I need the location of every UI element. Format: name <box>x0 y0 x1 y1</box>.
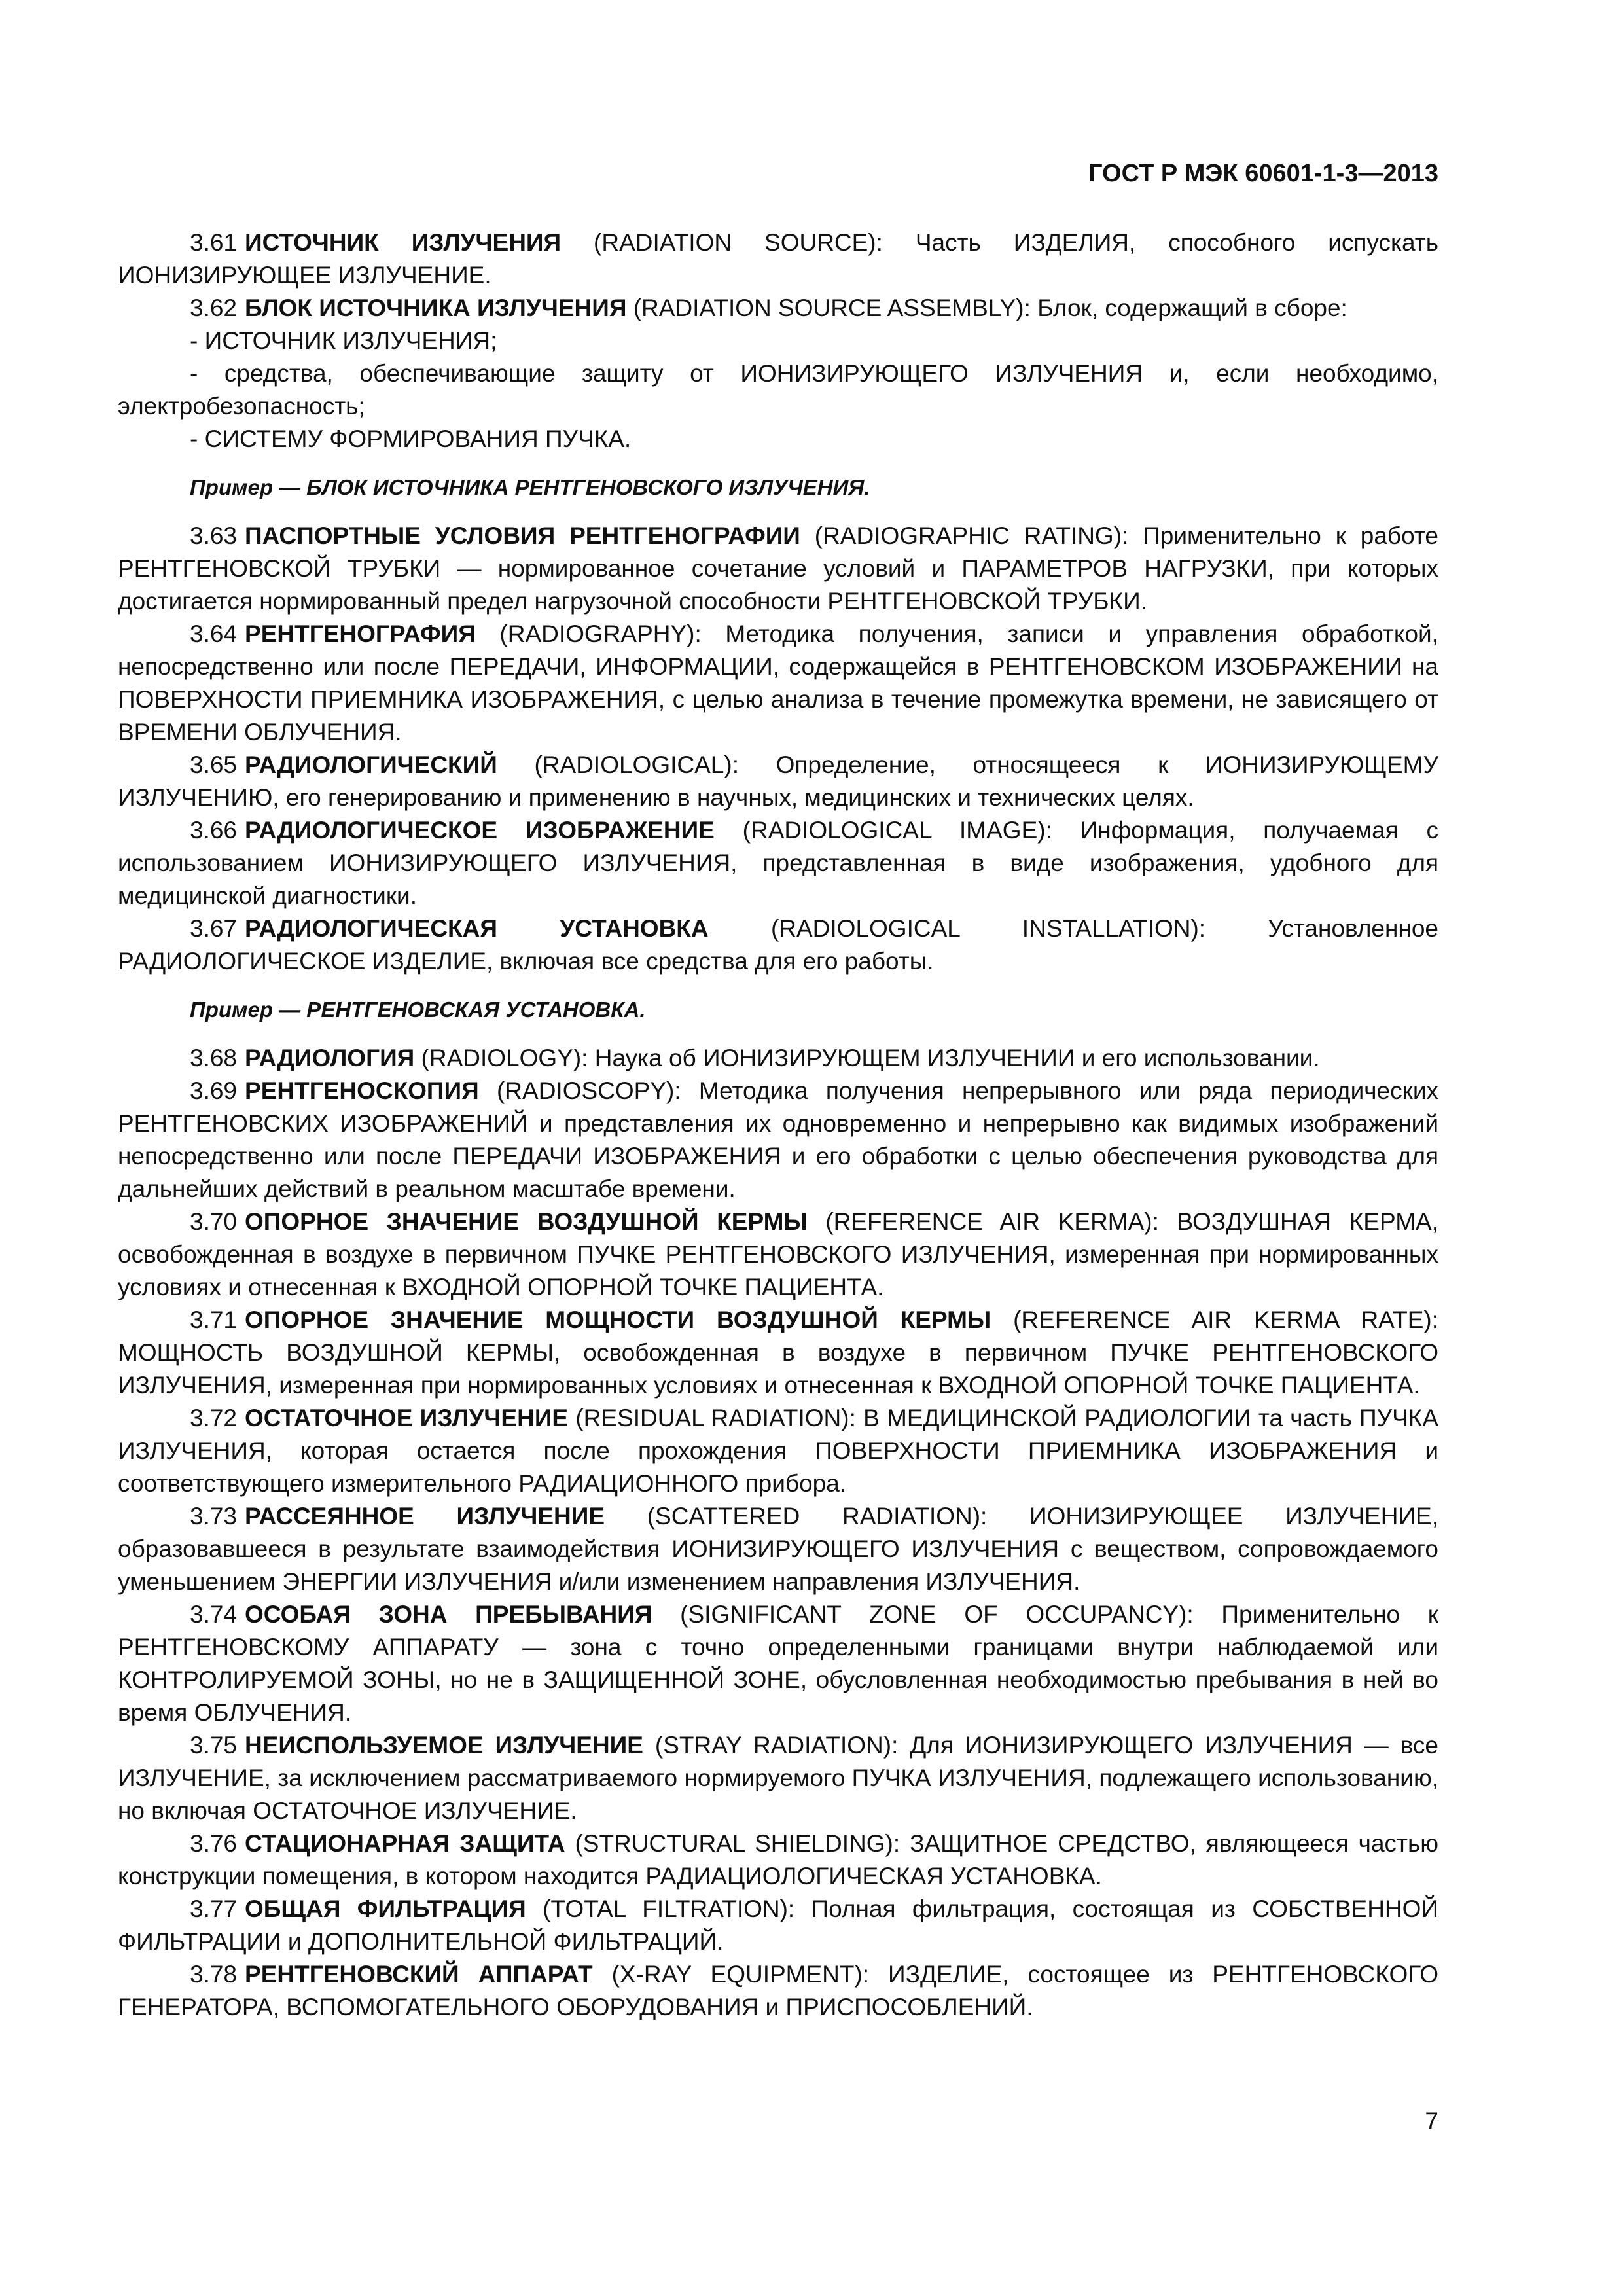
definition-term: ОБЩАЯ ФИЛЬТРАЦИЯ <box>245 1895 526 1922</box>
definition-text: (X-RAY EQUIPMENT): ИЗДЕЛИЕ, состоящее из РЕНТГЕНОВСКОГО ГЕНЕРАТОРА, ВСПОМОГАТЕЛЬНОГО ОБОРУДОВАНИЯ и ПРИСПОСОБЛЕНИЙ. <box>118 1961 1439 2020</box>
definition-3-69 <box>118 1075 1438 1206</box>
definition-number: 3.69 <box>190 1077 238 1104</box>
definition-term: СТАЦИОНАРНАЯ ЗАЩИТА <box>245 1830 565 1857</box>
definition-3-61 <box>118 226 1438 292</box>
definition-text: (RADIATION SOURCE): Часть ИЗДЕЛИЯ, способного испускать ИОНИЗИРУЮЩЕЕ ИЗЛУЧЕНИЕ. <box>118 229 1438 289</box>
definition-term: РАДИОЛОГИЧЕСКАЯ УСТАНОВКА <box>245 915 709 942</box>
definition-number: 3.63 <box>190 522 238 549</box>
definition-3-63 <box>118 520 1438 618</box>
definition-text: (RADIOLOGICAL): Определение, относящееся к ИОНИЗИРУЮЩЕМУ ИЗЛУЧЕНИЮ, его генерированию и применению в научных, медицинских и технических целях. <box>118 751 1439 811</box>
definition-term: ОСОБАЯ ЗОНА ПРЕБЫВАНИЯ <box>245 1601 652 1628</box>
definition-text: (STRUCTURAL SHIELDING): ЗАЩИТНОЕ СРЕДСТВО, являющееся частью конструкции помещения, в котором находится РАДИАЦИОЛОГИЧЕСКАЯ УСТАНОВКА. <box>118 1830 1439 1890</box>
definition-3-71 <box>118 1304 1438 1402</box>
definition-number: 3.68 <box>190 1045 238 1071</box>
definition-number: 3.61 <box>190 229 238 256</box>
definition-3-74 <box>118 1598 1438 1729</box>
list-item: - СИСТЕМУ ФОРМИРОВАНИЯ ПУЧКА. <box>190 425 632 452</box>
definition-text: (RADIOGRAPHIC RATING): Применительно к работе РЕНТГЕНОВСКОЙ ТРУБКИ — нормированное сочетание условий и ПАРАМЕТРОВ НАГРУЗКИ, при которых достигается нормированный предел нагрузочной способности РЕНТГЕНОВСКОЙ ТРУБКИ. <box>118 522 1438 615</box>
definition-3-64 <box>118 618 1438 749</box>
definition-term: ПАСПОРТНЫЕ УСЛОВИЯ РЕНТГЕНОГРАФИИ <box>245 522 800 549</box>
definition-number: 3.70 <box>190 1208 238 1235</box>
definition-text: (RADIOLOGY): Наука об ИОНИЗИРУЮЩЕМ ИЗЛУЧЕНИИ и его использовании. <box>421 1045 1320 1071</box>
definition-number: 3.66 <box>190 817 238 844</box>
page-number: 7 <box>1425 2108 1438 2134</box>
definition-number: 3.73 <box>190 1503 238 1530</box>
definition-3-66 <box>118 814 1438 912</box>
definitions-body <box>118 226 1438 2024</box>
definition-3-67 <box>118 912 1438 978</box>
definition-number: 3.76 <box>190 1830 238 1857</box>
definition-number: 3.67 <box>190 915 238 942</box>
definition-text: (SCATTERED RADIATION): ИОНИЗИРУЮЩЕЕ ИЗЛУЧЕНИЕ, образовавшееся в результате взаимодействия ИОНИЗИРУЮЩЕГО ИЗЛУЧЕНИЯ с веществом, сопровождаемого уменьшением ЭНЕРГИИ ИЗЛУЧЕНИЯ и/или изменением направления ИЗЛУЧЕНИЯ. <box>118 1503 1439 1595</box>
definition-3-75 <box>118 1729 1438 1827</box>
definition-term: ИСТОЧНИК ИЗЛУЧЕНИЯ <box>245 229 562 256</box>
definition-term: РЕНТГЕНОСКОПИЯ <box>245 1077 479 1104</box>
definition-term: НЕИСПОЛЬЗУЕМОЕ ИЗЛУЧЕНИЕ <box>245 1732 643 1759</box>
definition-3-78 <box>118 1958 1438 2024</box>
definition-3-65 <box>118 749 1438 814</box>
definition-number: 3.65 <box>190 751 238 778</box>
definition-text: (TOTAL FILTRATION): Полная фильтрация, состоящая из СОБСТВЕННОЙ ФИЛЬТРАЦИИ и ДОПОЛНИТЕЛЬНОЙ ФИЛЬТРАЦИЙ. <box>118 1895 1439 1955</box>
example-note: Пример — БЛОК ИСТОЧНИКА РЕНТГЕНОВСКОГО ИЗЛУЧЕНИЯ. <box>190 475 870 499</box>
definition-term: РАССЕЯННОЕ ИЗЛУЧЕНИЕ <box>245 1503 605 1530</box>
definition-number: 3.77 <box>190 1895 238 1922</box>
definition-3-72 <box>118 1402 1438 1500</box>
definition-3-68 <box>118 1042 1438 1075</box>
definition-text: (RESIDUAL RADIATION): В МЕДИЦИНСКОЙ РАДИОЛОГИИ та часть ПУЧКА ИЗЛУЧЕНИЯ, которая остается после прохождения ПОВЕРХНОСТИ ПРИЕМНИКА ИЗОБРАЖЕНИЯ и соответствующего измерительного РАДИАЦИОННОГО прибора. <box>118 1405 1439 1497</box>
definition-number: 3.71 <box>190 1306 238 1333</box>
definition-term: РАДИОЛОГИЧЕСКОЕ ИЗОБРАЖЕНИЕ <box>245 817 715 844</box>
document-code-header: ГОСТ Р МЭК 60601-1-3—2013 <box>1088 160 1438 187</box>
definition-text: (RADIATION SOURCE ASSEMBLY): Блок, содержащий в сборе: <box>633 295 1347 321</box>
definition-term: РАДИОЛОГИЯ <box>245 1045 415 1071</box>
definition-number: 3.74 <box>190 1601 238 1628</box>
definition-text: (RADIOLOGICAL IMAGE): Информация, получаемая с использованием ИОНИЗИРУЮЩЕГО ИЗЛУЧЕНИЯ, представленная в виде изображения, удобного для медицинской диагностики. <box>118 817 1439 909</box>
definition-text: (STRAY RADIATION): Для ИОНИЗИРУЮЩЕГО ИЗЛУЧЕНИЯ — все ИЗЛУЧЕНИЕ, за исключением рассматриваемого нормируемого ПУЧКА ИЗЛУЧЕНИЯ, подлежащего использованию, но включая ОСТАТОЧНОЕ ИЗЛУЧЕНИЕ. <box>118 1732 1439 1824</box>
definition-number: 3.75 <box>190 1732 238 1759</box>
definition-number: 3.72 <box>190 1405 238 1431</box>
definition-3-76 <box>118 1827 1438 1893</box>
definition-term: ОПОРНОЕ ЗНАЧЕНИЕ ВОЗДУШНОЙ КЕРМЫ <box>245 1208 808 1235</box>
definition-term: РЕНТГЕНОВСКИЙ АППАРАТ <box>245 1961 593 1988</box>
definition-number: 3.64 <box>190 620 238 647</box>
definition-3-62 <box>118 292 1438 325</box>
definition-text: (RADIOLOGICAL INSTALLATION): Установленное РАДИОЛОГИЧЕСКОЕ ИЗДЕЛИЕ, включая все средства для его работы. <box>118 915 1439 975</box>
definition-text: (RADIOSCOPY): Методика получения непрерывного или ряда периодических РЕНТГЕНОВСКИХ ИЗОБРАЖЕНИЙ и представления их одновременно и непрерывно как видимых изображений непосредственно или после ПЕРЕДАЧИ ИЗОБРАЖЕНИЯ и его обработки с целью обеспечения руководства для дальнейших действий в реальном масштабе времени. <box>118 1077 1438 1202</box>
definition-3-77 <box>118 1893 1438 1958</box>
definition-term: БЛОК ИСТОЧНИКА ИЗЛУЧЕНИЯ <box>245 295 627 321</box>
definition-number: 3.78 <box>190 1961 238 1988</box>
definition-3-70 <box>118 1206 1438 1304</box>
definition-number: 3.62 <box>190 295 238 321</box>
definition-term: РЕНТГЕНОГРАФИЯ <box>245 620 476 647</box>
list-item: - средства, обеспечивающие защиту от ИОНИЗИРУЮЩЕГО ИЗЛУЧЕНИЯ и, если необходимо, электробезопасность; <box>118 360 1438 420</box>
definition-term: ОПОРНОЕ ЗНАЧЕНИЕ МОЩНОСТИ ВОЗДУШНОЙ КЕРМЫ <box>245 1306 991 1333</box>
definition-term: ОСТАТОЧНОЕ ИЗЛУЧЕНИЕ <box>245 1405 569 1431</box>
definition-term: РАДИОЛОГИЧЕСКИЙ <box>245 751 497 778</box>
definition-text: (RADIOGRAPHY): Методика получения, записи и управления обработкой, непосредственно или после ПЕРЕДАЧИ, ИНФОРМАЦИИ, содержащейся в РЕНТГЕНОВСКОМ ИЗОБРАЖЕНИИ на ПОВЕРХНОСТИ ПРИЕМНИКА ИЗОБРАЖЕНИЯ, с целью анализа в течение промежутка времени, не зависящего от ВРЕМЕНИ ОБЛУЧЕНИЯ. <box>118 620 1438 745</box>
definition-text: (REFERENCE AIR KERMA): ВОЗДУШНАЯ КЕРМА, освобожденная в воздухе в первичном ПУЧКЕ РЕНТГЕНОВСКОГО ИЗЛУЧЕНИЯ, измеренная при нормированных условиях и отнесенная к ВХОДНОЙ ОПОРНОЙ ТОЧКЕ ПАЦИЕНТА. <box>118 1208 1438 1300</box>
list-item: - ИСТОЧНИК ИЗЛУЧЕНИЯ; <box>190 327 497 354</box>
definition-3-73 <box>118 1500 1438 1598</box>
definition-text: (REFERENCE AIR KERMA RATE): МОЩНОСТЬ ВОЗДУШНОЙ КЕРМЫ, освобожденная в воздухе в первичном ПУЧКЕ РЕНТГЕНОВСКОГО ИЗЛУЧЕНИЯ, измеренная при нормированных условиях и отнесенная к ВХОДНОЙ ОПОРНОЙ ТОЧКЕ ПАЦИЕНТА. <box>118 1306 1438 1399</box>
example-note: Пример — РЕНТГЕНОВСКАЯ УСТАНОВКА. <box>190 997 646 1022</box>
definition-text: (SIGNIFICANT ZONE OF OCCUPANCY): Применительно к РЕНТГЕНОВСКОМУ АППАРАТУ — зона с точно определенными границами внутри наблюдаемой или КОНТРОЛИРУЕМОЙ ЗОНЫ, но не в ЗАЩИЩЕННОЙ ЗОНЕ, обусловленная необходимостью пребывания в ней во время ОБЛУЧЕНИЯ. <box>118 1601 1438 1726</box>
